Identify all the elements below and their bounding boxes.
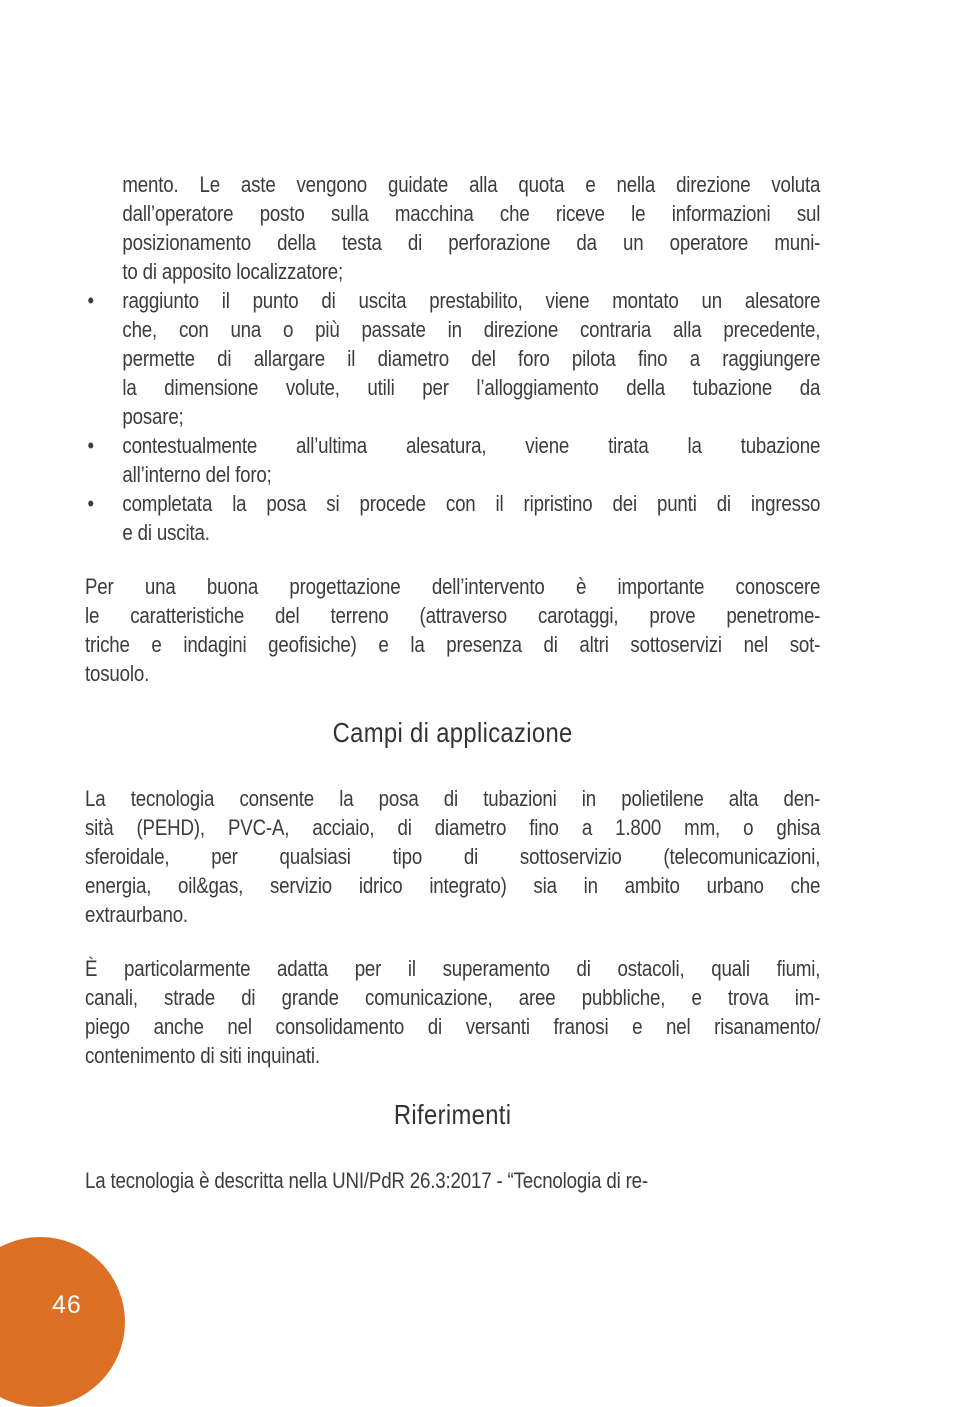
section-title-references: Riferimenti (393, 1099, 512, 1130)
list-item-text: completata la posa si procede con il ripristino dei punti di ingresso e di uscita. (122, 491, 821, 545)
list-item (85, 431, 820, 489)
page-number: 46 (52, 1291, 82, 1319)
text-column (85, 170, 820, 1195)
page-number-circle (0, 1237, 125, 1407)
list-item-continuation: mento. Le aste vengono guidate alla quota e nella direzione voluta dall’operatore posto sulla macchina che riceve le informazioni sul posizionamento della testa di perforazione da un operatore muni- to di apposito localizzatore; (122, 172, 821, 284)
paragraph-obstacles: È particolarmente adatta per il superamento di ostacoli, quali fiumi, canali, strade di grande comunicazione, aree pubbliche, e trova im- piego anche nel consolidamento di versanti franosi e nel risanamento/ contenimento di siti inquinati. (85, 956, 821, 1068)
bullet-icon: • (87, 288, 94, 313)
paragraph-planning: Per una buona progettazione dell’intervento è importante conoscere le caratteristiche del terreno (attraverso carotaggi, prove penetrome- triche e indagini geofisiche) e la presenza di altri sottoservizi nel sot- tosuolo. (85, 574, 821, 686)
list-item (85, 489, 820, 547)
bullet-icon: • (87, 433, 94, 458)
list-item (85, 286, 820, 431)
section-title-applications: Campi di applicazione (332, 717, 573, 748)
list-item-text: contestualmente all’ultima alesatura, viene tirata la tubazione all’interno del foro; (122, 433, 821, 487)
paragraph-standard: La tecnologia è descritta nella UNI/PdR 26.3:2017 - “Tecnologia di re- (85, 1168, 648, 1193)
paragraph-materials: La tecnologia consente la posa di tubazioni in polietilene alta den- sità (PEHD), PVC-A, acciaio, di diametro fino a 1.800 mm, o ghisa sferoidale, per qualsiasi tipo di sottoservizio (telecomunicazioni, energia, oil&gas, servizio idrico integrato) sia in ambito urbano che extraurbano. (85, 786, 821, 927)
bullet-icon: • (87, 491, 94, 516)
list-item-text: raggiunto il punto di uscita prestabilito, viene montato un alesatore che, con una o più passate in direzione contraria alla precedente, permette di allargare il diametro del foro pilota fino a raggiungere la dimensione volute, utili per l’alloggiamento della tubazione da posare; (122, 288, 821, 429)
